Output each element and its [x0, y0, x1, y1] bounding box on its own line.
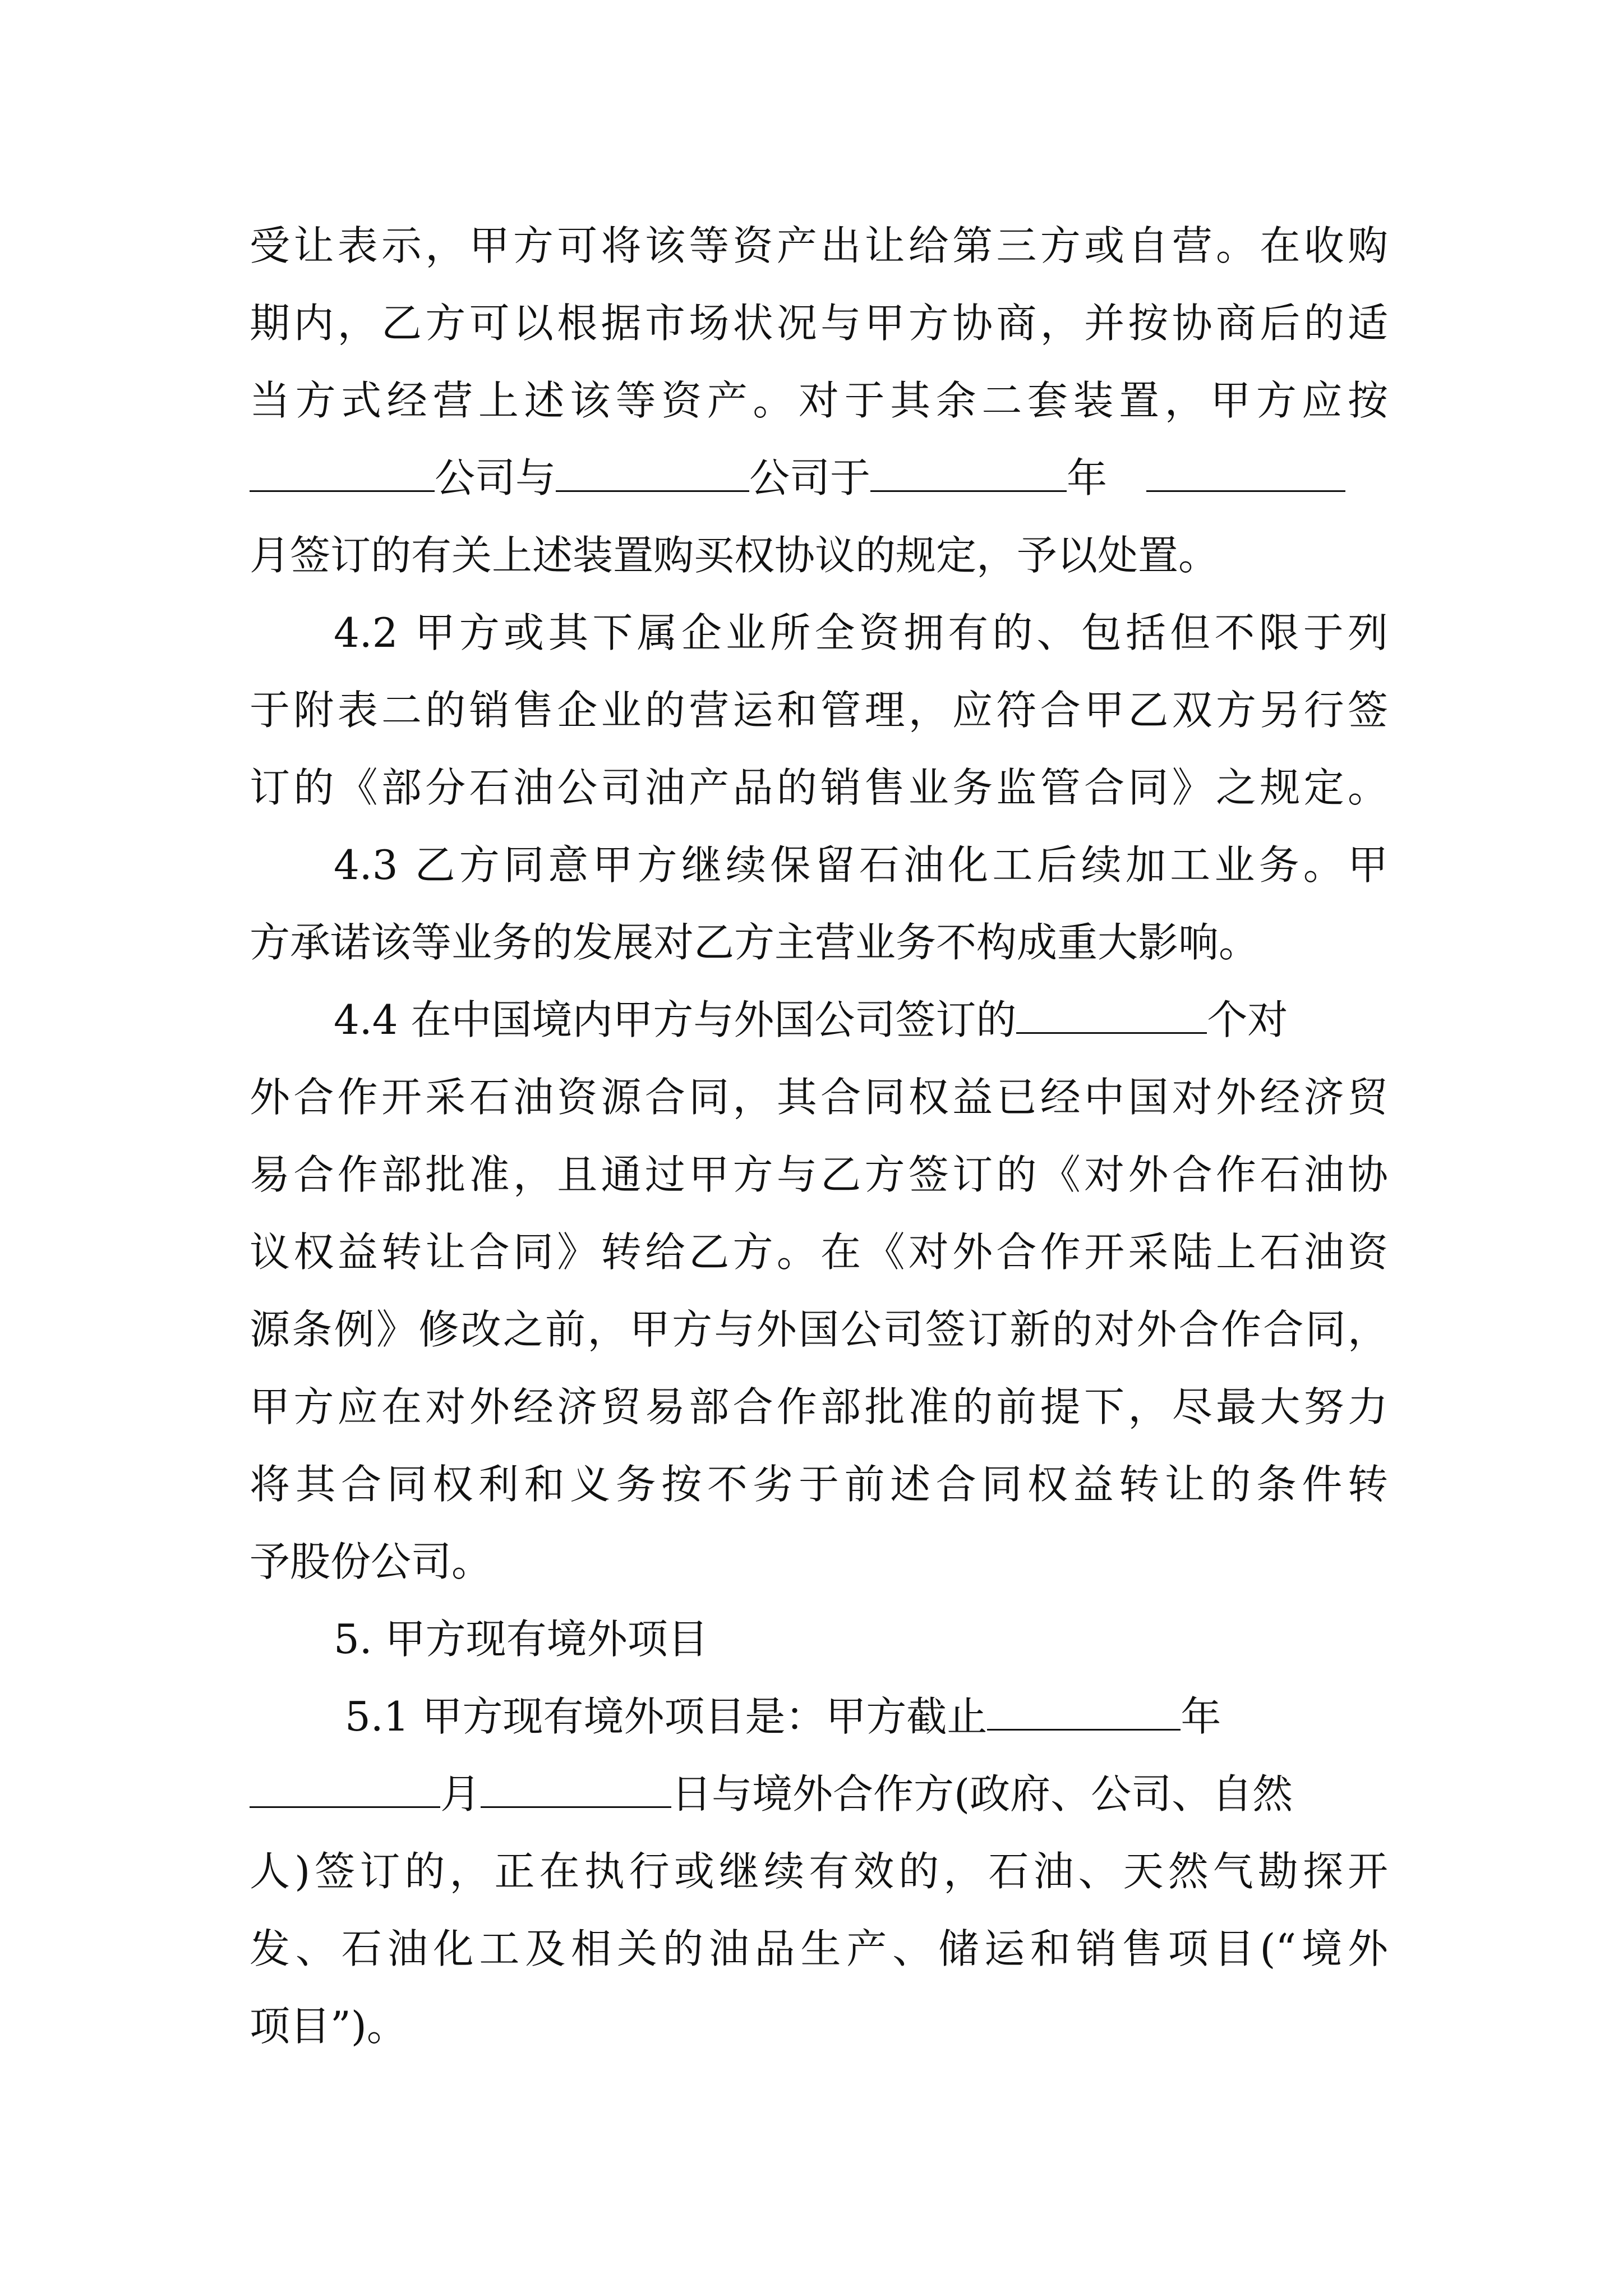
text-segment: 日与境外合作方(政府、公司、自然: [671, 1770, 1293, 1818]
text-segment: 5.1 甲方现有境外项目是：甲方截止: [345, 1693, 988, 1740]
text-segment: 年: [1181, 1693, 1221, 1740]
fill-in-blank: [1016, 992, 1207, 1034]
text-line: 议权益转让合同》转给乙方。在《对外合作开采陆上石油资: [250, 1228, 1388, 1276]
fill-in-blank: [870, 450, 1067, 492]
text-segment: 公司与: [435, 454, 556, 501]
text-line-with-blanks: [250, 981, 1388, 1059]
text-segment: 公司于: [749, 454, 871, 501]
text-segment: 个对: [1207, 996, 1288, 1043]
fill-in-blank: [250, 1766, 440, 1808]
text-line: 源条例》修改之前，甲方与外国公司签订新的对外合作合同，: [250, 1306, 1388, 1353]
text-line: 项目”)。: [250, 2003, 407, 2050]
text-line: 当方式经营上述该等资产。对于其余二套装置，甲方应按: [250, 377, 1388, 424]
text-line: 易合作部批准，且通过甲方与乙方签订的《对外合作石油协: [250, 1151, 1388, 1198]
fill-in-blank: [987, 1688, 1181, 1731]
text-segment: 年: [1067, 454, 1108, 501]
text-line: 受让表示，甲方可将该等资产出让给第三方或自营。在收购: [250, 222, 1388, 269]
text-segment: 4.4 在中国境内甲方与外国公司签订的: [334, 996, 1017, 1043]
text-line: 订的《部分石油公司油产品的销售业务监管合同》之规定。: [250, 764, 1388, 811]
text-line-with-blanks: [250, 1755, 1388, 1833]
text-line: 甲方应在对外经济贸易部合作部批准的前提下，尽最大努力: [250, 1383, 1388, 1430]
text-line-with-blanks: [250, 439, 1388, 517]
text-segment: 月: [440, 1770, 481, 1818]
fill-in-blank: [481, 1766, 671, 1808]
text-line: 发、石油化工及相关的油品生产、储运和销售项目(“境外: [250, 1925, 1388, 1972]
text-line: 方承诺该等业务的发展对乙方主营业务不构成重大影响。: [250, 919, 1260, 966]
fill-in-blank: [250, 450, 435, 492]
text-line: 月签订的有关上述装置购买权协议的规定，予以处置。: [250, 532, 1219, 579]
text-line: 予股份公司。: [250, 1538, 492, 1585]
text-line-with-blanks: [250, 1677, 1388, 1756]
text-line: 外合作开采石油资源合同，其合同权益已经中国对外经济贸: [250, 1074, 1388, 1121]
section-heading: 5. 甲方现有境外项目: [334, 1616, 708, 1663]
text-line: 4.3 乙方同意甲方继续保留石油化工后续加工业务。甲: [334, 841, 1388, 889]
text-line: 4.2 甲方或其下属企业所全资拥有的、包括但不限于列: [334, 609, 1388, 656]
text-line: 期内，乙方可以根据市场状况与甲方协商，并按协商后的适: [250, 300, 1388, 347]
fill-in-blank: [556, 450, 749, 492]
text-line: 于附表二的销售企业的营运和管理，应符合甲乙双方另行签: [250, 687, 1388, 734]
text-line: 将其合同权利和义务按不劣于前述合同权益转让的条件转: [250, 1461, 1388, 1508]
fill-in-blank: [1146, 450, 1345, 492]
text-line: 人)签订的，正在执行或继续有效的，石油、天然气勘探开: [250, 1848, 1388, 1895]
